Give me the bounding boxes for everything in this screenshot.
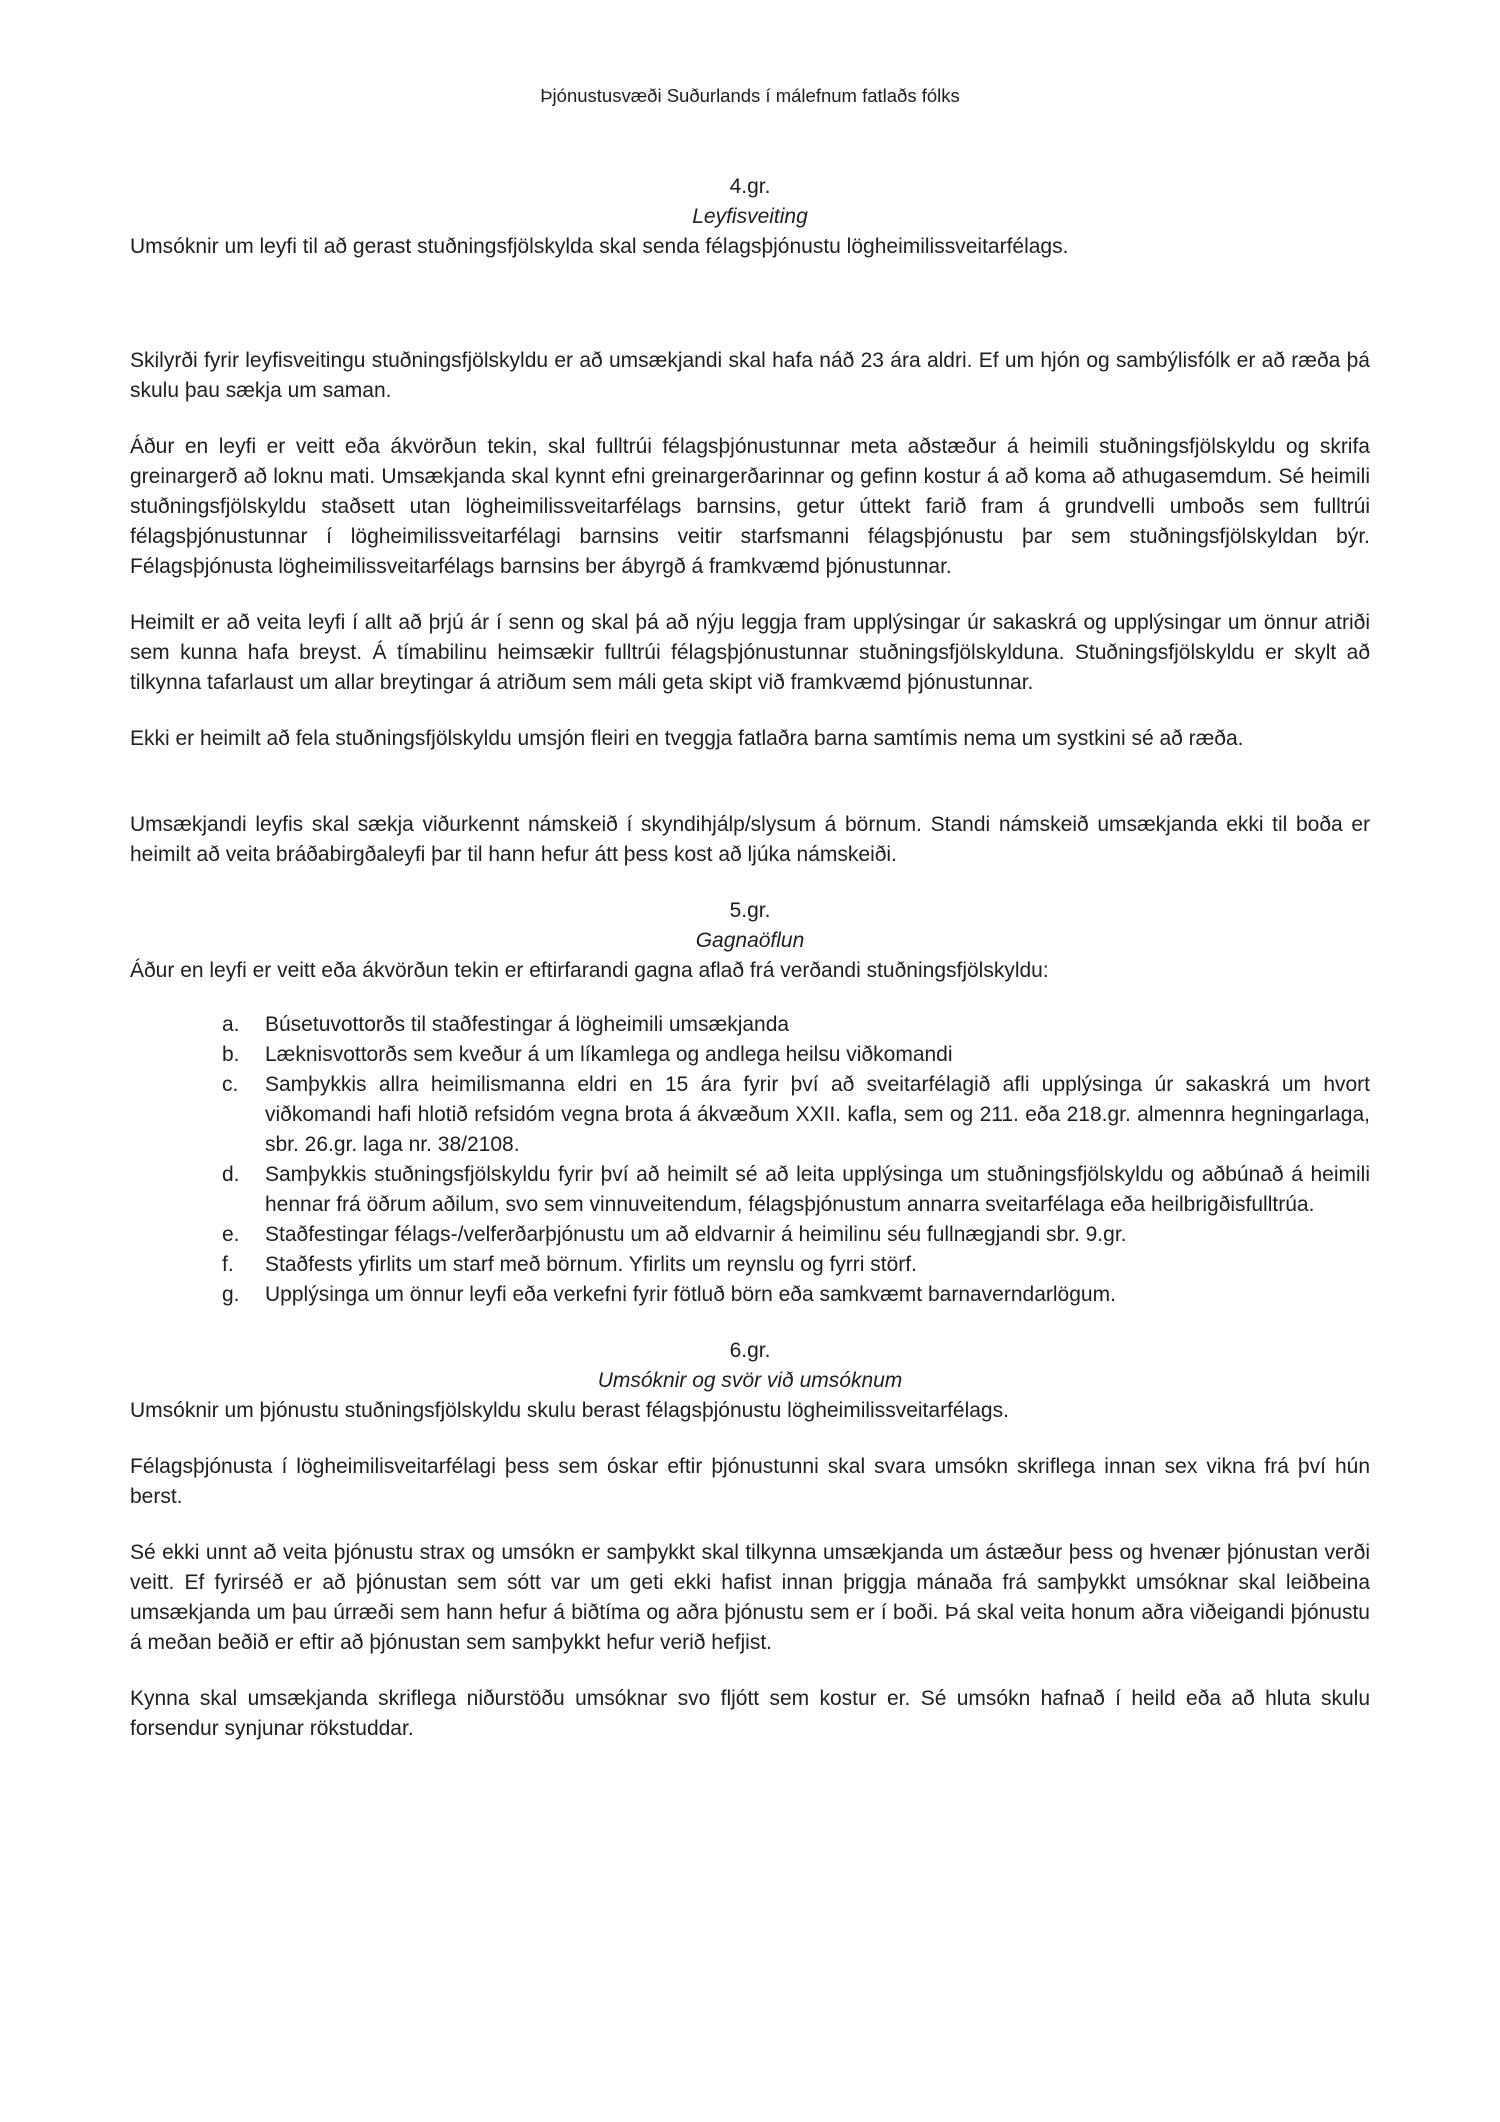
paragraph: Kynna skal umsækjanda skriflega niðurstöðu umsóknar svo fljótt sem kostur er. Sé umsókn hafnað í heild eða að hluta skulu forsendur synjunar rökstuddar. — [130, 1687, 1370, 1740]
section-5-number: 5.gr. — [729, 899, 771, 922]
list-item-text: Upplýsinga um önnur leyfi eða verkefni fyrir fötluð börn eða samkvæmt barnaverndarlögum. — [265, 1283, 1116, 1306]
paragraph: Skilyrði fyrir leyfisveitingu stuðningsfjölskyldu er að umsækjandi skal hafa náð 23 ára aldri. Ef um hjón og sambýlisfólk er að ræða þá skulu þau sækja um saman. — [130, 349, 1370, 402]
list-item-marker: e. — [222, 1223, 240, 1246]
section-4-intro: Umsóknir um leyfi til að gerast stuðningsfjölskylda skal senda félagsþjónustu lögheimilissveitarfélags. — [130, 235, 1069, 258]
section-6-number: 6.gr. — [729, 1339, 771, 1362]
section-6-intro: Umsóknir um þjónustu stuðningsfjölskyldu skulu berast félagsþjónustu lögheimilissveitarfélags. — [130, 1399, 1009, 1422]
list-item-marker: b. — [222, 1043, 240, 1066]
list-item-text: Búsetuvottorðs til staðfestingar á lögheimili umsækjanda — [265, 1013, 790, 1036]
section-5-title: Gagnaöflun — [695, 929, 805, 952]
list-item — [130, 1250, 1370, 1280]
list-item — [130, 1010, 1370, 1040]
section-6-title: Umsóknir og svör við umsóknum — [597, 1369, 903, 1392]
list-item-marker: c. — [222, 1073, 239, 1096]
paragraph: Umsækjandi leyfis skal sækja viðurkennt námskeið í skyndihjálp/slysum á börnum. Standi námskeið umsækjanda ekki til boða er heimilt að veita bráðabirgðaleyfi þar til hann hefur átt þess kost að ljúka námskeiði. — [130, 813, 1370, 866]
list-item-marker: a. — [222, 1013, 240, 1036]
list-item-text: Staðfestingar félags-/velferðarþjónustu um að eldvarnir á heimilinu séu fullnægjandi sbr. 9.gr. — [265, 1223, 1127, 1246]
list-item — [130, 1220, 1370, 1250]
section-4-number: 4.gr. — [729, 175, 771, 198]
paragraph: Sé ekki unnt að veita þjónustu strax og umsókn er samþykkt skal tilkynna umsækjanda um ástæður þess og hvenær þjónustan verði veitt. Ef fyrirséð er að þjónustan sem sótt var um geti ekki hafist innan þriggja mánaða frá samþykkt umsóknar skal leiðbeina umsækjanda um þau úrræði sem hann hefur á biðtíma og aðra þjónustu sem er í boði. Þá skal veita honum aðra viðeigandi þjónustu á meðan beðið er eftir að þjónustan sem samþykkt hefur verið hefjist. — [130, 1541, 1370, 1654]
list-item-marker: d. — [222, 1163, 240, 1186]
list-item-text: Samþykkis allra heimilismanna eldri en 15 ára fyrir því að sveitarfélagið afli upplýsinga úr sakaskrá um hvort viðkomandi hafi hlotið refsidóm vegna brota á ákvæðum XXII. kafla, sem og 211. eða 218.gr. almennra hegningarlaga, sbr. 26.gr. laga nr. 38/2108. — [265, 1073, 1370, 1156]
section-5-intro: Áður en leyfi er veitt eða ákvörðun tekin er eftirfarandi gagna aflað frá verðandi stuðningsfjölskyldu: — [130, 959, 1049, 982]
paragraph: Áður en leyfi er veitt eða ákvörðun tekin, skal fulltrúi félagsþjónustunnar meta aðstæður á heimili stuðningsfjölskyldu og skrifa greinargerð að loknu mati. Umsækjanda skal kynnt efni greinargerðarinnar og gefinn kostur á að koma að athugasemdum. Sé heimili stuðningsfjölskyldu staðsett utan lögheimilissveitarfélags barnsins, getur úttekt farið fram á grundvelli umboðs sem fulltrúi félagsþjónustunnar í lögheimilissveitarfélagi barnsins veitir starfsmanni félagsþjónustu þar sem stuðningsfjölskyldan býr. Félagsþjónusta lögheimilissveitarfélags barnsins ber ábyrgð á framkvæmd þjónustunnar. — [130, 435, 1370, 578]
list-item — [130, 1070, 1370, 1160]
list-item-text: Staðfests yfirlits um starf með börnum. Yfirlits um reynslu og fyrri störf. — [265, 1253, 917, 1276]
list-item-text: Samþykkis stuðningsfjölskyldu fyrir því að heimilt sé að leita upplýsinga um stuðningsfjölskyldu og aðbúnað á heimili hennar frá öðrum aðilum, svo sem vinnuveitendum, félagsþjónustum annarra sveitarfélaga eða heilbrigðisfulltrúa. — [265, 1163, 1370, 1216]
list-item-marker: f. — [222, 1253, 234, 1276]
paragraph: Heimilt er að veita leyfi í allt að þrjú ár í senn og skal þá að nýju leggja fram upplýsingar úr sakaskrá og upplýsingar um önnur atriði sem kunna hafa breyst. Á tímabilinu heimsækir fulltrúi félagsþjónustunnar stuðningsfjölskylduna. Stuðningsfjölskyldu er skylt að tilkynna tafarlaust um allar breytingar á atriðum sem máli geta skipt við framkvæmd þjónustunnar. — [130, 611, 1370, 694]
list-item-text: Læknisvottorðs sem kveður á um líkamlega og andlega heilsu viðkomandi — [265, 1043, 953, 1066]
document-header-title: Þjónustusvæði Suðurlands í málefnum fatlaðs fólks — [540, 85, 960, 106]
section-4-title: Leyfisveiting — [692, 205, 808, 228]
list-item — [130, 1160, 1370, 1220]
list-item — [130, 1040, 1370, 1070]
list-item — [130, 1280, 1370, 1310]
list-item-marker: g. — [222, 1283, 240, 1306]
paragraph: Ekki er heimilt að fela stuðningsfjölskyldu umsjón fleiri en tveggja fatlaðra barna samtímis nema um systkini sé að ræða. — [130, 727, 1244, 750]
document-list — [130, 1010, 1370, 1310]
paragraph: Félagsþjónusta í lögheimilisveitarfélagi þess sem óskar eftir þjónustunni skal svara umsókn skriflega innan sex vikna frá því hún berst. — [130, 1455, 1370, 1508]
